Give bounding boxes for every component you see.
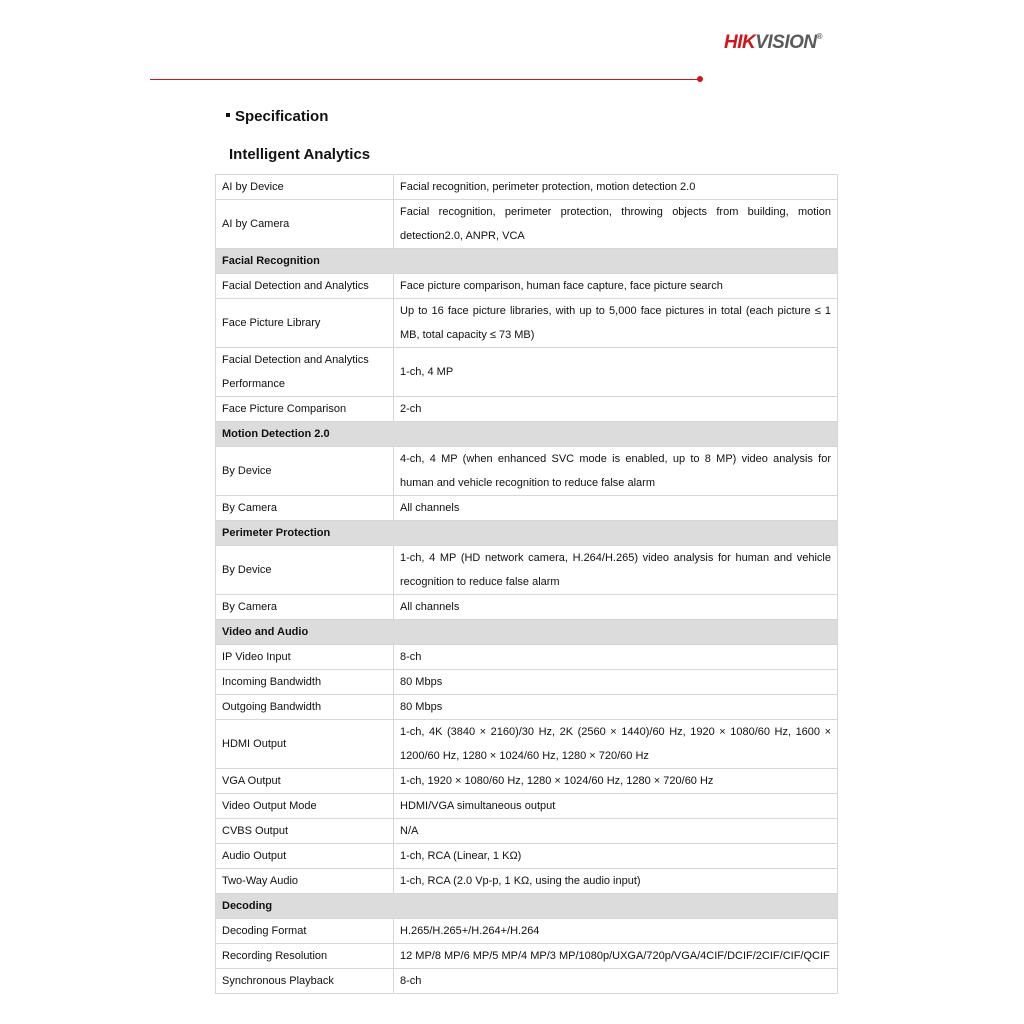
table-row [216, 645, 838, 670]
spec-value: 1-ch, 4K (3840 × 2160)/30 Hz, 2K (2560 × 1440)/60 Hz, 1920 × 1080/60 Hz, 1600 × 1200/60 Hz, 1280 × 1024/60 Hz, 1280 × 720/60 Hz [394, 720, 838, 769]
table-row [216, 869, 838, 894]
spec-label: HDMI Output [216, 720, 394, 769]
spec-value: Facial recognition, perimeter protection, throwing objects from building, motion detection2.0, ANPR, VCA [394, 200, 838, 249]
table-row [216, 695, 838, 720]
spec-label: Recording Resolution [216, 944, 394, 969]
section-header-row [216, 894, 838, 919]
table-row [216, 274, 838, 299]
table-row [216, 819, 838, 844]
section-title-text: Specification [235, 108, 329, 125]
table-row [216, 944, 838, 969]
section-header-label: Facial Recognition [216, 249, 838, 274]
spec-label: Face Picture Library [216, 299, 394, 348]
spec-value: 8-ch [394, 645, 838, 670]
table-row [216, 919, 838, 944]
spec-value: 1-ch, RCA (2.0 Vp-p, 1 KΩ, using the audio input) [394, 869, 838, 894]
spec-value: Facial recognition, perimeter protection, motion detection 2.0 [394, 175, 838, 200]
spec-label: Video Output Mode [216, 794, 394, 819]
spec-label: Two-Way Audio [216, 869, 394, 894]
subsection-title: Intelligent Analytics [229, 146, 371, 163]
table-row [216, 496, 838, 521]
table-row [216, 447, 838, 496]
spec-value: 8-ch [394, 969, 838, 994]
spec-value: 1-ch, 4 MP (HD network camera, H.264/H.265) video analysis for human and vehicle recognition to reduce false alarm [394, 546, 838, 595]
table-row [216, 969, 838, 994]
section-header-row [216, 249, 838, 274]
spec-label: Face Picture Comparison [216, 397, 394, 422]
spec-value: 80 Mbps [394, 670, 838, 695]
spec-label: Outgoing Bandwidth [216, 695, 394, 720]
spec-label: By Device [216, 546, 394, 595]
table-row [216, 200, 838, 249]
section-header-label: Motion Detection 2.0 [216, 422, 838, 447]
spec-label: By Camera [216, 496, 394, 521]
table-row [216, 720, 838, 769]
spec-label: IP Video Input [216, 645, 394, 670]
table-row [216, 299, 838, 348]
section-header-row [216, 620, 838, 645]
spec-label: Decoding Format [216, 919, 394, 944]
spec-value: HDMI/VGA simultaneous output [394, 794, 838, 819]
table-row [216, 348, 838, 397]
section-title [226, 108, 328, 125]
logo-vision-text: VISION [755, 32, 817, 53]
section-header-label: Video and Audio [216, 620, 838, 645]
spec-value: H.265/H.265+/H.264+/H.264 [394, 919, 838, 944]
header-divider-line [150, 79, 698, 80]
spec-label: AI by Camera [216, 200, 394, 249]
spec-value: 1-ch, 4 MP [394, 348, 838, 397]
spec-label: Facial Detection and Analytics Performance [216, 348, 394, 397]
bullet-icon [226, 113, 230, 117]
spec-value: 4-ch, 4 MP (when enhanced SVC mode is enabled, up to 8 MP) video analysis for human and vehicle recognition to reduce false alarm [394, 447, 838, 496]
spec-value: All channels [394, 595, 838, 620]
logo-hik-text: HIK [724, 32, 756, 53]
logo-registered-mark: ® [816, 32, 823, 41]
spec-value: 2-ch [394, 397, 838, 422]
spec-label: AI by Device [216, 175, 394, 200]
table-row [216, 546, 838, 595]
spec-label: Incoming Bandwidth [216, 670, 394, 695]
header-divider-dot [697, 76, 703, 82]
table-row [216, 175, 838, 200]
spec-value: N/A [394, 819, 838, 844]
spec-label: Audio Output [216, 844, 394, 869]
spec-value: Up to 16 face picture libraries, with up to 5,000 face pictures in total (each picture ≤ 1 MB, total capacity ≤ 73 MB) [394, 299, 838, 348]
spec-value: 1-ch, 1920 × 1080/60 Hz, 1280 × 1024/60 Hz, 1280 × 720/60 Hz [394, 769, 838, 794]
brand-logo [724, 32, 822, 54]
section-header-row [216, 422, 838, 447]
spec-label: Synchronous Playback [216, 969, 394, 994]
section-header-label: Perimeter Protection [216, 521, 838, 546]
spec-table-body [216, 175, 838, 994]
spec-label: VGA Output [216, 769, 394, 794]
table-row [216, 595, 838, 620]
spec-value: 12 MP/8 MP/6 MP/5 MP/4 MP/3 MP/1080p/UXGA/720p/VGA/4CIF/DCIF/2CIF/CIF/QCIF [394, 944, 838, 969]
spec-value: All channels [394, 496, 838, 521]
section-header-label: Decoding [216, 894, 838, 919]
table-row [216, 769, 838, 794]
spec-label: By Device [216, 447, 394, 496]
table-row [216, 670, 838, 695]
table-row [216, 794, 838, 819]
section-header-row [216, 521, 838, 546]
spec-label: CVBS Output [216, 819, 394, 844]
spec-label: By Camera [216, 595, 394, 620]
spec-value: Face picture comparison, human face capture, face picture search [394, 274, 838, 299]
spec-value: 80 Mbps [394, 695, 838, 720]
spec-value: 1-ch, RCA (Linear, 1 KΩ) [394, 844, 838, 869]
spec-table [215, 174, 838, 994]
table-row [216, 397, 838, 422]
spec-label: Facial Detection and Analytics [216, 274, 394, 299]
table-row [216, 844, 838, 869]
